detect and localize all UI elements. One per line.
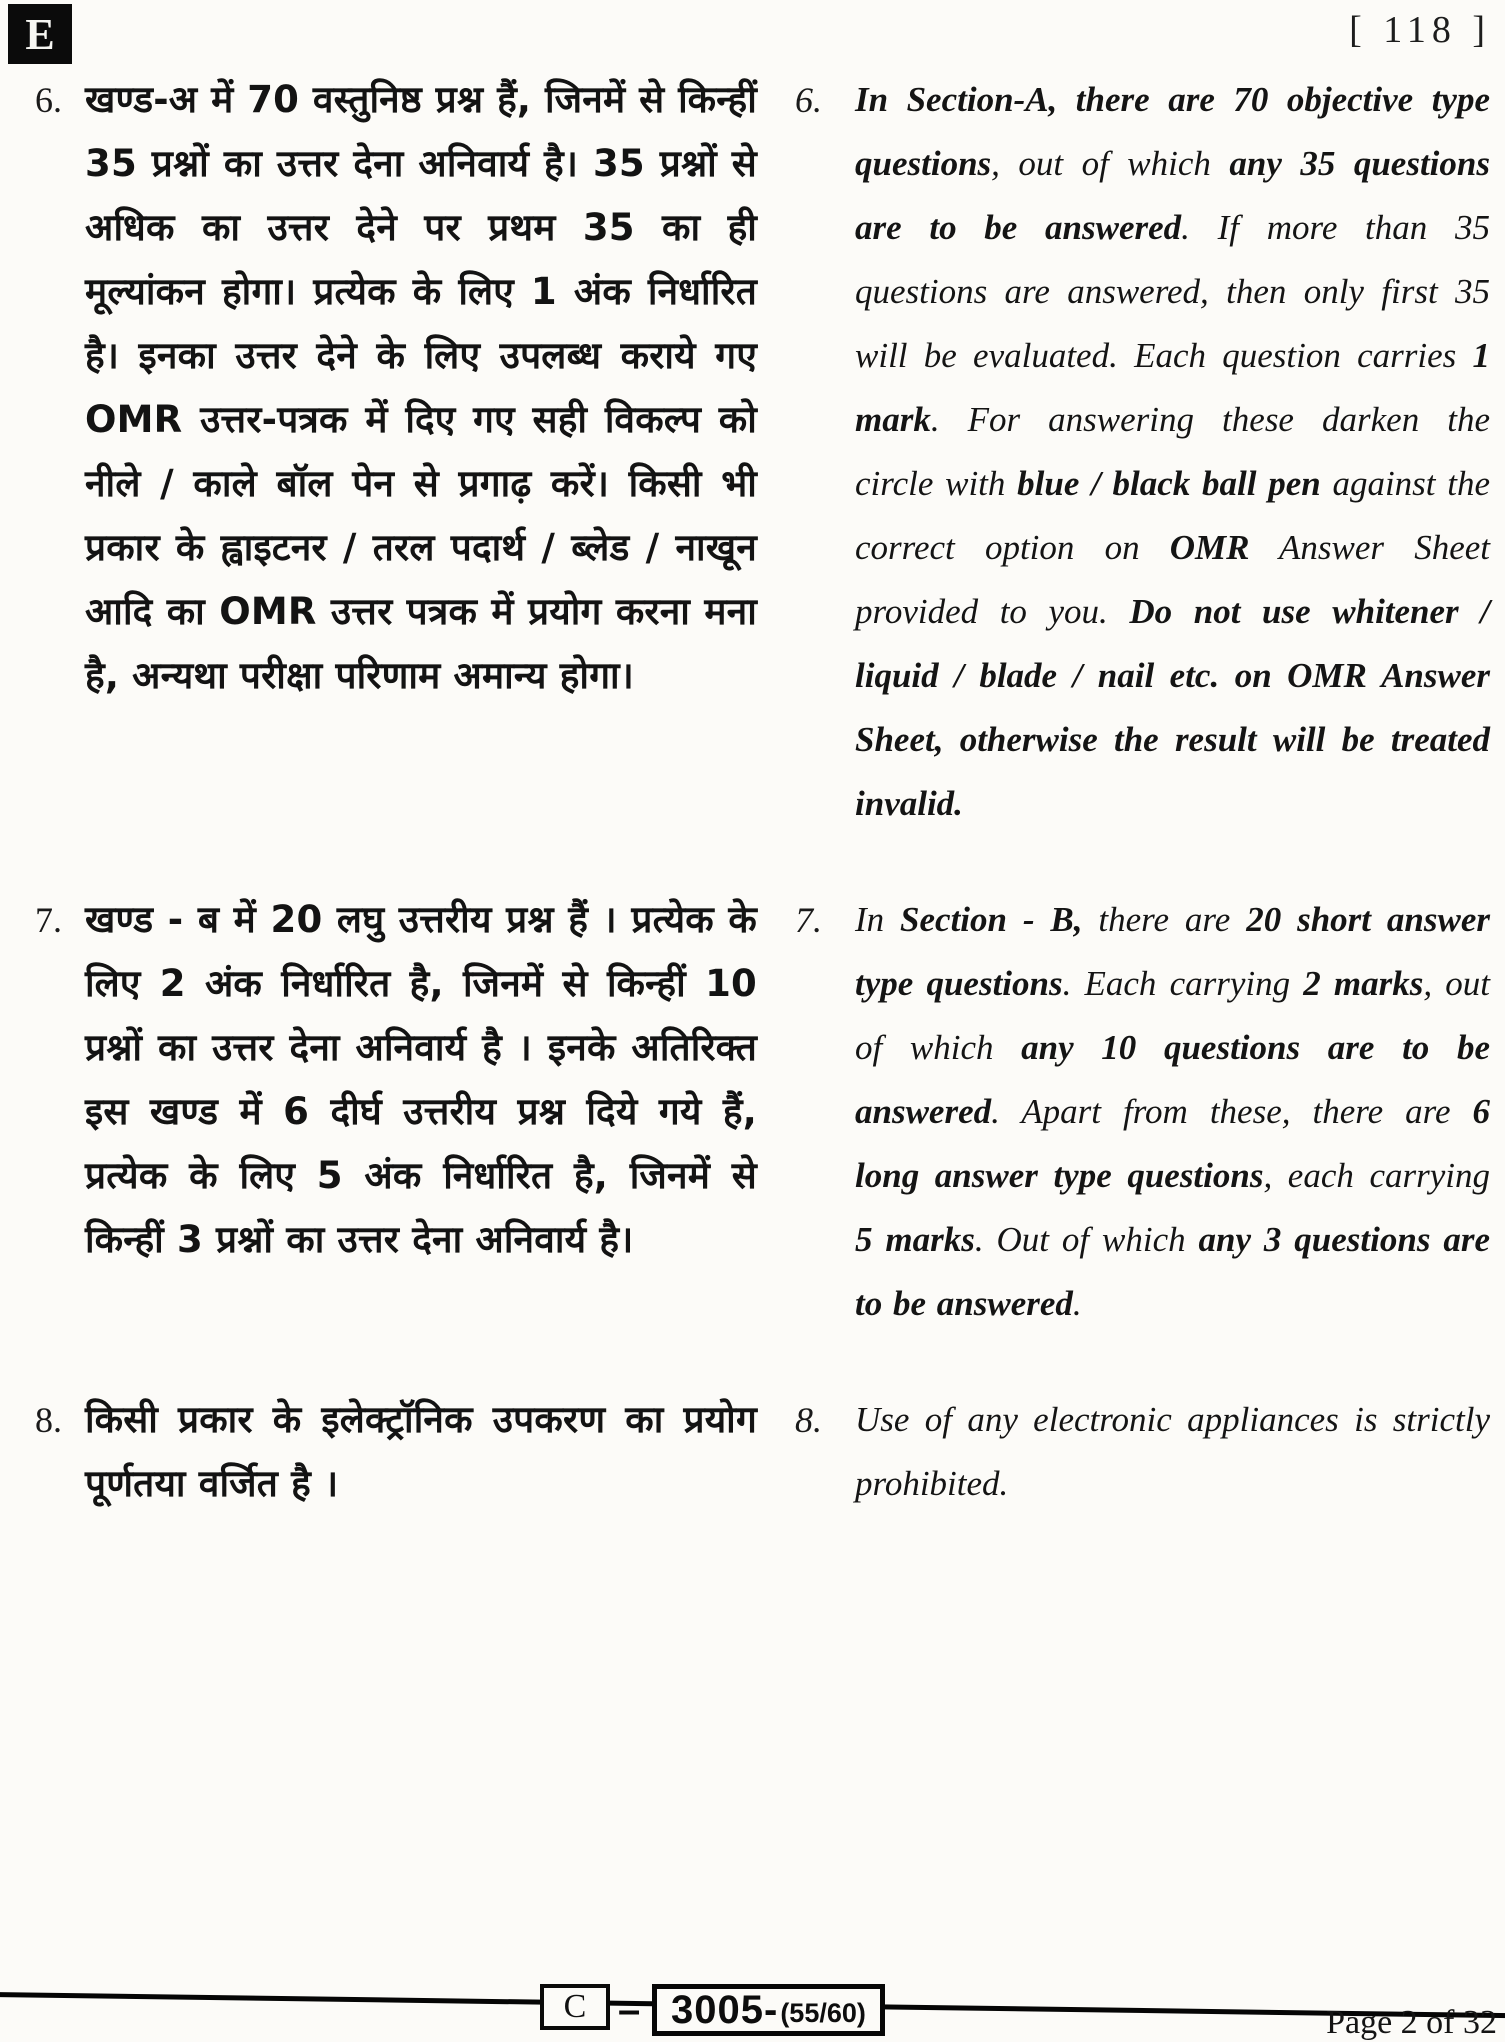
instructions-list [0, 68, 1505, 1516]
instruction-row-8 [0, 1388, 1505, 1516]
item-number-hindi: 6. [35, 80, 62, 120]
item-number-english: 8. [795, 1400, 822, 1440]
hindi-instruction-text: खण्ड - ब में 20 लघु उत्तरीय प्रश्न हैं । प्रत्येक के लिए 2 अंक निर्धारित है, जिनमें से किन्हीं 10 प्रश्नों का उत्तर देना अनिवार्य है । इनके अतिरिक्त इस खण्ड में 6 दीर्घ उत्तरीय प्रश्न दिये गये हैं, प्रत्येक के लिए 5 अंक निर्धारित है, जिनमें से किन्हीं 3 प्रश्नों का उत्तर देना अनिवार्य है। [85, 898, 758, 1261]
instruction-row-7 [0, 888, 1505, 1336]
series-code-box: C [540, 1984, 610, 2030]
page-indicator: Page 2 of 32 [1326, 2004, 1497, 2041]
item-number-english: 6. [795, 80, 822, 120]
page-number-top: [ 118 ] [1349, 9, 1491, 51]
english-instruction-text: In Section-A, there are 70 objective type questions, out of which any 35 questions are to be answered. If more than 35 questions are answered, then only first 35 will be evaluated. Each question carries 1 mark. For answering these darken the circle with blue / black ball pen against the correct option on OMR Answer Sheet provided to you. Do not use whitener / liquid / blade / nail etc. on OMR Answer Sheet, otherwise the result will be treated invalid. [855, 80, 1491, 823]
instruction-row-6 [0, 68, 1505, 836]
paper-code: 3005- [671, 1987, 779, 2032]
english-instruction-text: Use of any electronic appliances is strictly prohibited. [855, 1400, 1490, 1503]
edition-badge: E [8, 4, 72, 64]
english-instruction-text: In Section - B, there are 20 short answer type questions. Each carrying 2 marks, out of which any 10 questions are to be answered. Apart from these, there are 6 long answer type questions, each carrying 5 marks. Out of which any 3 questions are to be answered. [855, 900, 1491, 1323]
item-number-hindi: 8. [35, 1400, 62, 1440]
item-number-hindi: 7. [35, 900, 62, 940]
hindi-instruction-text: खण्ड-अ में 70 वस्तुनिष्ठ प्रश्न हैं, जिनमें से किन्हीं 35 प्रश्नों का उत्तर देना अनिवार्य है। 35 प्रश्नों से अधिक का उत्तर देने पर प्रथम 35 का ही मूल्यांकन होगा। प्रत्येक के लिए 1 अंक निर्धारित है। इनका उत्तर देने के लिए उपलब्ध कराये गए OMR उत्तर-पत्रक में दिए गए सही विकल्प को नीले / काले बॉल पेन से प्रगाढ़ करें। किसी भी प्रकार के ह्वाइटनर / तरल पदार्थ / ब्लेड / नाखून आदि का OMR उत्तर पत्रक में प्रयोग करना मना है, अन्यथा परीक्षा परिणाम अमान्य होगा। [85, 78, 758, 697]
item-number-english: 7. [795, 900, 822, 940]
hindi-instruction-text: किसी प्रकार के इलेक्ट्रॉनिक उपकरण का प्रयोग पूर्णतया वर्जित है । [85, 1398, 757, 1505]
paper-code-box [652, 1984, 885, 2036]
footer-dash: – [618, 1988, 641, 2032]
paper-code-subject: (55/60) [780, 1997, 866, 2028]
